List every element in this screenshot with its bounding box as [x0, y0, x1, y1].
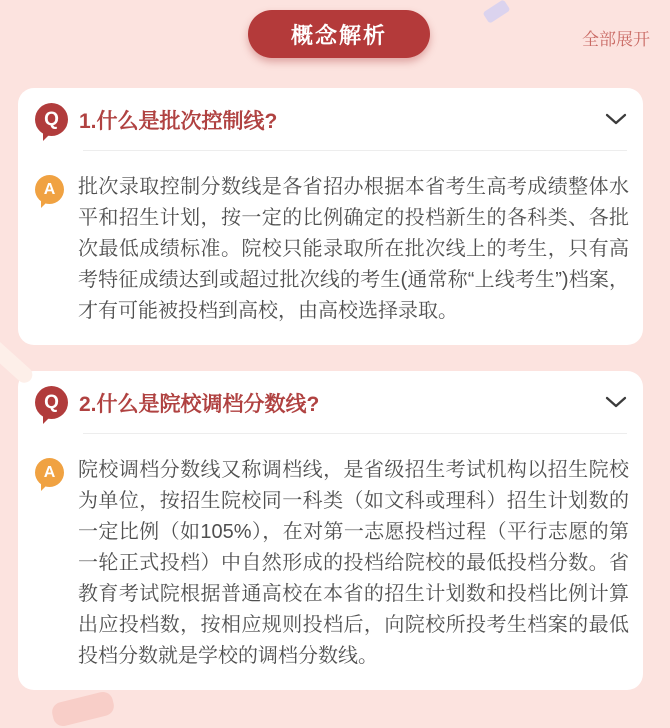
- faq-answer-row: [35, 434, 633, 672]
- chevron-down-icon[interactable]: [605, 113, 627, 126]
- expand-all-link[interactable]: 全部展开: [582, 30, 650, 49]
- chevron-down-icon[interactable]: [605, 396, 627, 409]
- faq-answer-row: [35, 151, 633, 327]
- answer-text: 院校调档分数线又称调档线，是省级招生考试机构以招生院校为单位，按招生院校同一科类（如文科或理科）招生计划数的一定比例（如105%），在对第一志愿投档过程（平行志愿的第一轮正式投档）中自然形成的投档给院校的最低投档分数。省教育考试院根据普通高校在本省的招生计划数和投档比例计算出应投档数，按相应规则投档后，向院校所投考生档案的最低投档分数就是学校的调档分数线。: [78, 459, 629, 667]
- faq-question-row[interactable]: [35, 386, 633, 419]
- answer-text: 批次录取控制分数线是各省招办根据本省考生高考成绩整体水平和招生计划，按一定的比例确定的投档新生的各科类、各批次最低成绩标准。院校只能录取所在批次线上的考生，只有高考特征成绩达到或超过批次线的考生(通常称“上线考生”)档案，才有可能被投档到高校，由高校选择录取。: [78, 176, 629, 322]
- answer-icon-letter: A: [43, 463, 56, 481]
- faq-card: [18, 88, 643, 345]
- question-title: 1.什么是批次控制线?: [79, 109, 278, 133]
- faq-question-row[interactable]: [35, 103, 633, 136]
- answer-icon-letter: A: [43, 180, 56, 198]
- header: [0, 0, 670, 88]
- question-icon: [35, 103, 68, 136]
- section-title-pill: [248, 10, 430, 58]
- question-icon-letter: Q: [44, 391, 59, 413]
- section-title: 概念解析: [290, 22, 387, 48]
- answer-icon: [35, 458, 64, 487]
- question-title: 2.什么是院校调档分数线?: [79, 392, 320, 416]
- question-icon: [35, 386, 68, 419]
- faq-card: [18, 371, 643, 690]
- question-icon-letter: Q: [44, 108, 59, 130]
- answer-icon: [35, 175, 64, 204]
